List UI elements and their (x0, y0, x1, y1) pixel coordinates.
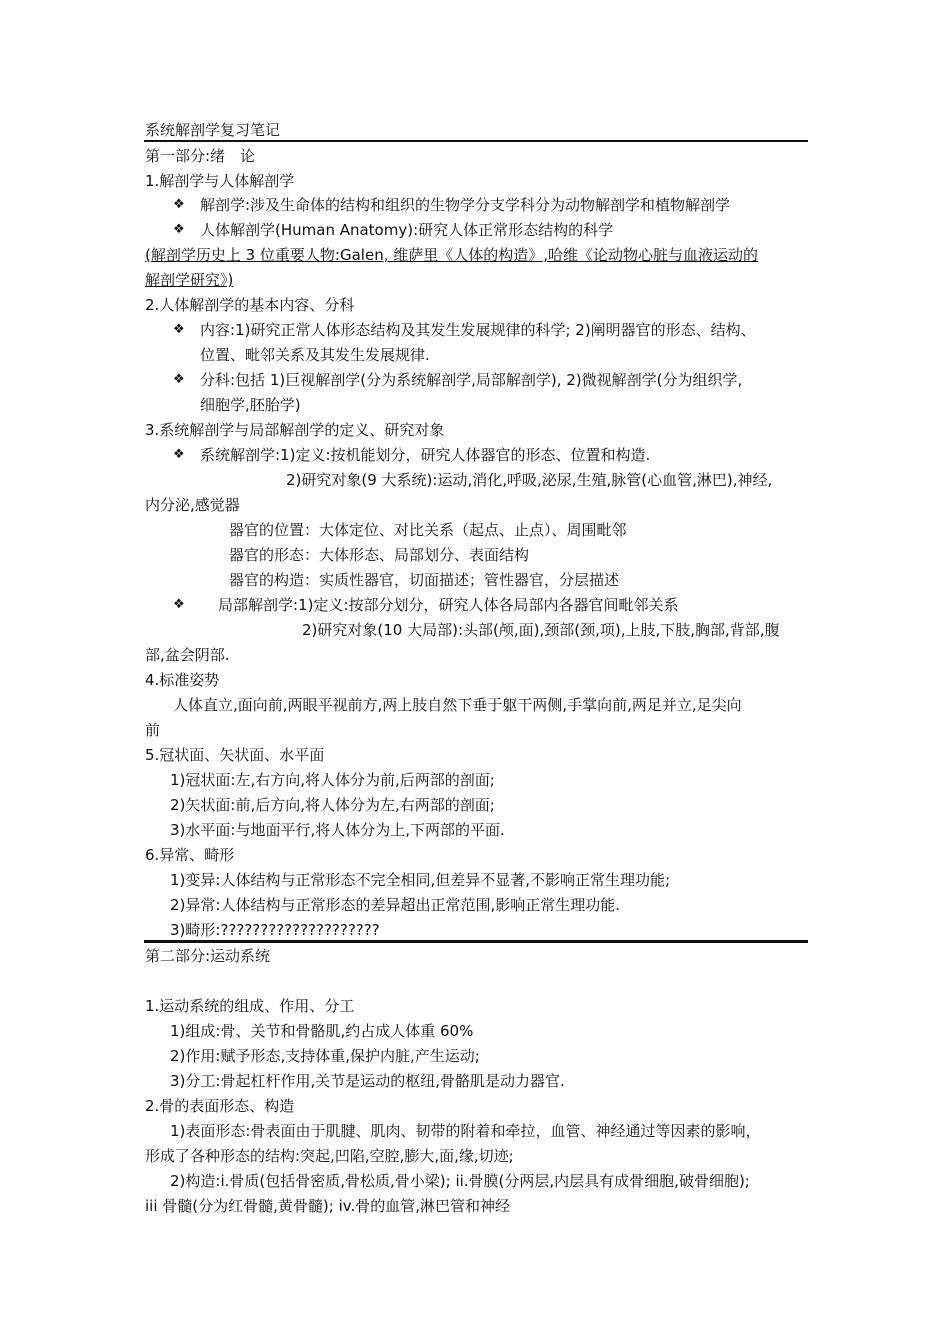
text-line: 1)冠状面:左,右方向,将人体分为前,后两部的剖面; (170, 771, 495, 789)
text-line: 2)矢状面:前,后方向,将人体分为左,右两部的剖面; (170, 796, 495, 814)
section-p2-2-title: 2.骨的表面形态、构造 (145, 1097, 295, 1115)
bullet-icon: ❖ (173, 222, 185, 237)
text-line: 器官的形态：大体形态、局部划分、表面结构 (229, 546, 530, 564)
title-rule (144, 140, 808, 142)
text-line: 1)组成:骨、关节和骨骼肌,约占成人体重 60% (170, 1022, 474, 1040)
part2-heading: 第二部分:运动系统 (145, 947, 271, 965)
section-1-title: 1.解剖学与人体解剖学 (145, 172, 295, 190)
section-3-title: 3.系统解剖学与局部解剖学的定义、研究对象 (145, 421, 445, 439)
page-title: 系统解剖学复习笔记 (145, 121, 281, 139)
section-4-title: 4.标准姿势 (145, 671, 220, 689)
bullet-icon: ❖ (173, 597, 185, 612)
text-line: 1)表面形态:骨表面由于肌腱、肌肉、韧带的附着和牵拉，血管、神经通过等因素的影响， (170, 1122, 761, 1140)
section-6-title: 6.异常、畸形 (145, 846, 235, 864)
text-line: 内分泌,感觉器 (145, 496, 240, 514)
part-divider (144, 940, 808, 943)
bullet-icon: ❖ (173, 197, 185, 212)
list-item: 局部解剖学:1)定义:按部分划分，研究人体各局部内各器官间毗邻关系 (218, 596, 679, 614)
bullet-icon: ❖ (173, 447, 185, 462)
list-item-cont: 细胞学,胚胎学) (200, 396, 301, 414)
history-note: (解剖学历史上 3 位重要人物:Galen, 维萨里《人体的构造》,哈维《论动物心脏与血液运动的 (145, 246, 759, 264)
text-line: 器官的位置：大体定位、对比关系（起点、止点）、周围毗邻 (229, 521, 627, 539)
text-line: 2)异常:人体结构与正常形态的差异超出正常范围,影响正常生理功能. (170, 896, 620, 914)
text-line: 1)变异:人体结构与正常形态不完全相同,但差异不显著,不影响正常生理功能; (170, 871, 671, 889)
text-line: iii 骨髓(分为红骨髓,黄骨髓); iv.骨的血管,淋巴管和神经 (145, 1197, 510, 1215)
text-line: 形成了各种形态的结构:突起,凹陷,空腔,膨大,面,缘,切迹; (145, 1147, 514, 1165)
list-item: 内容:1)研究正常人体形态结构及其发生发展规律的科学; 2)阐明器官的形态、结构、 (200, 321, 756, 339)
text-line: 3)水平面:与地面平行,将人体分为上,下两部的平面. (170, 821, 505, 839)
section-5-title: 5.冠状面、矢状面、水平面 (145, 746, 325, 764)
text-line: 3)畸形:???????????????????? (170, 921, 380, 939)
section-2-title: 2.人体解剖学的基本内容、分科 (145, 296, 355, 314)
list-item: 人体解剖学(Human Anatomy):研究人体正常形态结构的科学 (200, 221, 614, 239)
text-line: 2)研究对象(10 大局部):头部(颅,面),颈部(颈,项),上肢,下肢,胸部,背部,腹 (302, 621, 780, 639)
text-line: 2)构造:i.骨质(包括骨密质,骨松质,骨小梁); ii.骨膜(分两层,内层具有成骨细胞,破骨细胞); (170, 1172, 750, 1190)
text-line: 器官的构造：实质性器官，切面描述；管性器官，分层描述 (229, 571, 620, 589)
text-line: 人体直立,面向前,两眼平视前方,两上肢自然下垂于躯干两侧,手掌向前,两足并立,足尖向 (173, 696, 742, 714)
list-item-cont: 位置、毗邻关系及其发生发展规律. (200, 346, 430, 364)
list-item: 分科:包括 1)巨视解剖学(分为系统解剖学,局部解剖学), 2)微视解剖学(分为组织学, (200, 371, 743, 389)
text-line: 2)研究对象(9 大系统):运动,消化,呼吸,泌尿,生殖,脉管(心血管,淋巴),神经, (286, 471, 773, 489)
text-line: 2)作用:赋予形态,支持体重,保护内脏,产生运动; (170, 1047, 480, 1065)
history-note-cont: 解剖学研究》) (145, 271, 234, 289)
bullet-icon: ❖ (173, 372, 185, 387)
part1-heading: 第一部分:绪 论 (145, 147, 256, 165)
section-p2-1-title: 1.运动系统的组成、作用、分工 (145, 997, 355, 1015)
text-line: 3)分工:骨起杠杆作用,关节是运动的枢纽,骨骼肌是动力器官. (170, 1072, 565, 1090)
text-line: 部,盆会阴部. (145, 646, 230, 664)
list-item: 解剖学:涉及生命体的结构和组织的生物学分支学科分为动物解剖学和植物解剖学 (200, 196, 731, 214)
list-item: 系统解剖学:1)定义:按机能划分，研究人体器官的形态、位置和构造. (200, 446, 651, 464)
text-line: 前 (145, 721, 161, 739)
bullet-icon: ❖ (173, 322, 185, 337)
